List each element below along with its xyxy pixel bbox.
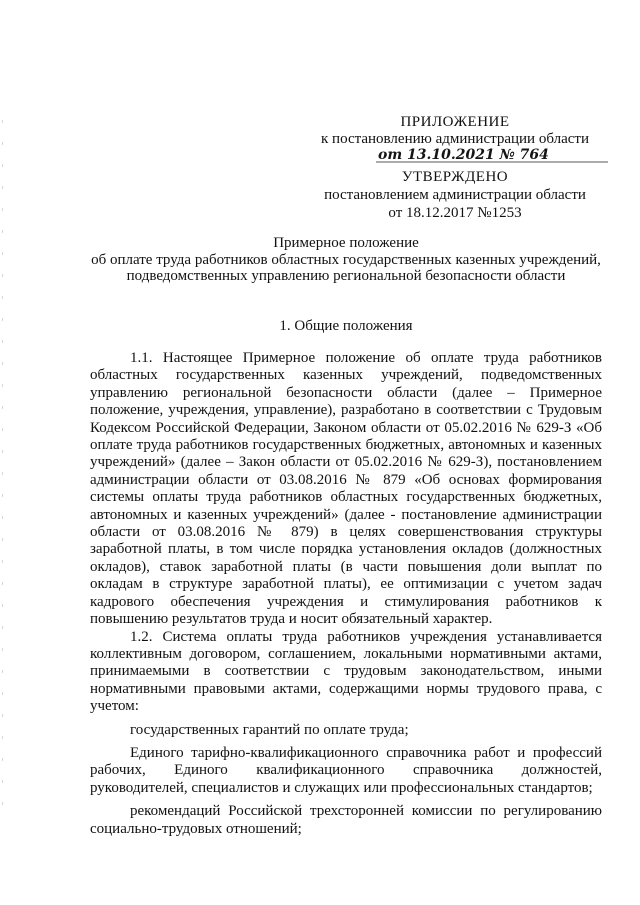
document-body [90,350,602,838]
approved-date-line: от 18.12.2017 №1253 [388,205,522,221]
handwritten-date-number [372,145,612,167]
paragraph-1-1: 1.1. Настоящее Примерное положение об оплате труда работников областных государственных казенных учреждений, подведомственных управлению региональной безопасности области (далее – Примерное положение, учреждения, управление), разработано в соответствии с Трудовым Кодексом Российской Федерации, Законом области от 05.02.2016 № 629-З «Об оплате труда работников государственных бюджетных, автономных и казенных учреждений» (далее – Закон области от 05.02.2016 № 629-З), постановлением администрации области от 03.08.2016 № 879 «Об основах формирования системы оплаты труда работников областных государственных бюджетных, автономных и казенных учреждений» (далее - постановление администрации области от 03.08.2016 № 879) в целях совершенствования структуры заработной платы, в том числе порядка установления окладов (должностных окладов), ставок заработной платы (в части повышения доли выплат по окладам в структуре заработной платы), ее оптимизации с учетом задач кадрового обеспечения учреждения и стимулирования работников к повышению результатов труда и носит обязательный характер. [90,350,602,628]
appendix-label: ПРИЛОЖЕНИЕ [400,114,510,130]
title-line-1: Примерное положение [273,235,419,251]
handwritten-text: от 13.10.2021 № 764 [378,147,549,163]
title-line-2: об оплате труда работников областных государственных казенных учреждений, подведомственных управлению региональной безопасности области [91,251,601,284]
scan-edge-marks [2,120,3,820]
list-item-recommendations: рекомендаций Российской трехсторонней комиссии по регулированию социально-трудовых отношений; [90,803,602,837]
approved-label: УТВЕРЖДЕНО [401,169,509,185]
approved-by-line: постановлением администрации области [324,187,586,203]
paragraph-1-2: 1.2. Система оплаты труда работников учреждения устанавливается коллективным договором, соглашением, локальными нормативными актами, принимаемыми в соответствии с трудовым законодательством, иными нормативными правовыми актами, содержащими нормы трудового права, с учетом: [90,628,602,715]
document-title [90,235,602,285]
section-heading: 1. Общие положения [279,318,413,334]
list-item-reference-books: Единого тарифно-квалификационного справочника работ и профессий рабочих, Единого квалификационного справочника должностей, руководителей, специалистов и служащих или профессиональных стандартов; [90,744,602,796]
list-item-guarantees: государственных гарантий по оплате труда; [130,721,409,738]
resolution-line: к постановлению администрации области [321,131,589,147]
